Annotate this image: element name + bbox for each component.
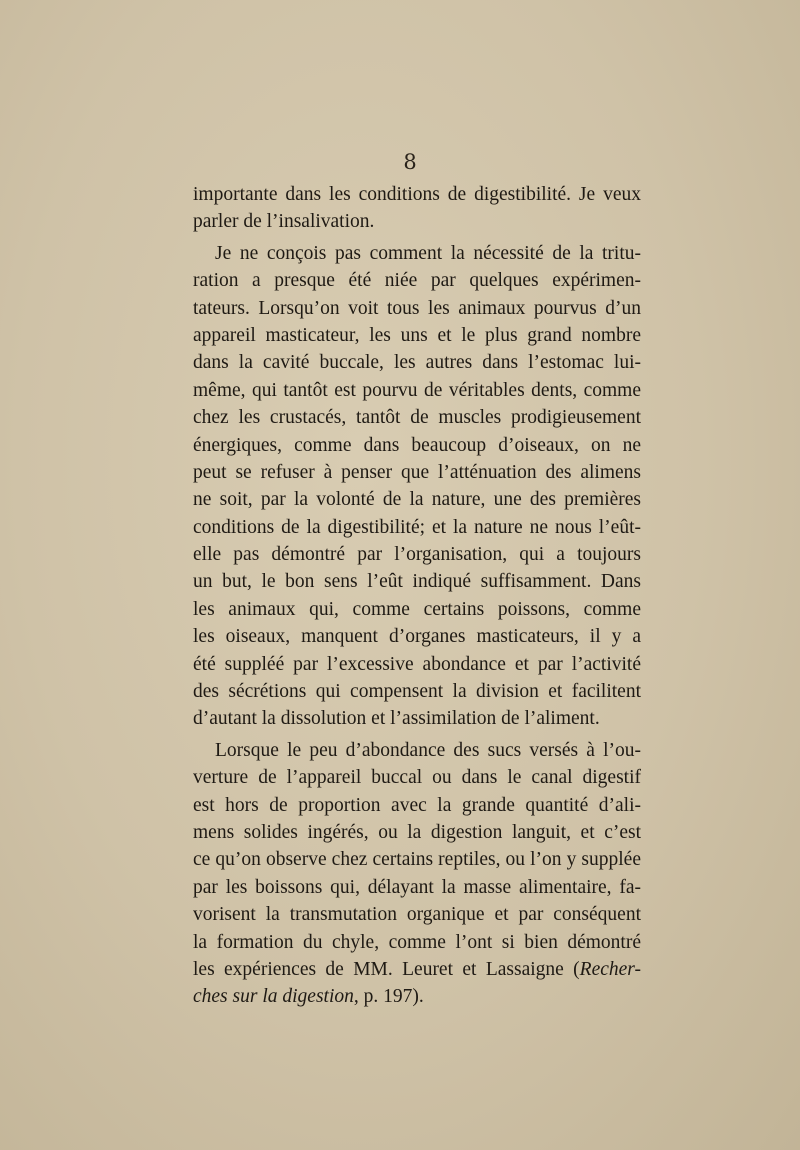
body-text [193, 181, 641, 1011]
italic-text-run: Recher- [579, 958, 641, 980]
text-line [193, 983, 641, 1010]
text-line: parler de l’insalivation. [193, 211, 375, 233]
text-line: même, qui tantôt est pourvu de véritables dents, comme [193, 379, 641, 401]
text-line: dans la cavité buccale, les autres dans l’estomac lui- [193, 352, 641, 374]
text-line [193, 956, 641, 983]
text-line: un but, le bon sens l’eût indiqué suffisamment. Dans [193, 571, 641, 593]
text-line: les animaux qui, comme certains poissons, comme [193, 598, 641, 620]
text-line: les oiseaux, manquent d’organes masticateurs, il y a [193, 626, 641, 648]
text-line: ne soit, par la volonté de la nature, une des premières [193, 489, 641, 511]
text-line: des sécrétions qui compensent la division et facilitent [193, 681, 641, 703]
text-line: verture de l’appareil buccal ou dans le canal digestif [193, 767, 641, 789]
text-line: énergiques, comme dans beaucoup d’oiseaux, on ne [193, 434, 641, 456]
text-run: les expériences de MM. Leuret et Lassaigne ( [193, 958, 580, 980]
text-line: appareil masticateur, les uns et le plus grand nombre [193, 324, 641, 346]
text-run: , p. 197). [353, 986, 424, 1008]
text-line: conditions de la digestibilité; et la nature ne nous l’eût- [193, 516, 641, 538]
text-line: vorisent la transmutation organique et par conséquent [193, 904, 641, 926]
text-line: chez les crustacés, tantôt de muscles prodigieusement [193, 407, 641, 429]
text-line: elle pas démontré par l’organisation, qui a toujours [193, 544, 641, 566]
text-line: Lorsque le peu d’abondance des sucs versés à l’ou- [215, 739, 641, 761]
page-number: 8 [403, 150, 417, 174]
text-line: ce qu’on observe chez certains reptiles, ou l’on y supplée [193, 849, 641, 871]
text-line: d’autant la dissolution et l’assimilation de l’aliment. [193, 708, 600, 730]
text-line: importante dans les conditions de digestibilité. Je veux [193, 184, 641, 205]
text-line: ration a presque été niée par quelques expérimen- [193, 270, 641, 292]
text-line: été suppléé par l’excessive abondance et par l’activité [193, 653, 641, 675]
italic-text-run: ches sur la digestion [193, 986, 354, 1008]
text-line: mens solides ingérés, ou la digestion languit, et c’est [193, 821, 641, 843]
text-line: Je ne conçois pas comment la nécessité de la tritu- [215, 242, 641, 264]
text-line: la formation du chyle, comme l’ont si bien démontré [193, 931, 641, 953]
text-line: peut se refuser à penser que l’atténuation des alimens [193, 461, 641, 483]
text-line: par les boissons qui, délayant la masse alimentaire, fa- [193, 876, 641, 898]
text-line: tateurs. Lorsqu’on voit tous les animaux pourvus d’un [193, 297, 641, 319]
text-line: est hors de proportion avec la grande quantité d’ali- [193, 794, 641, 816]
